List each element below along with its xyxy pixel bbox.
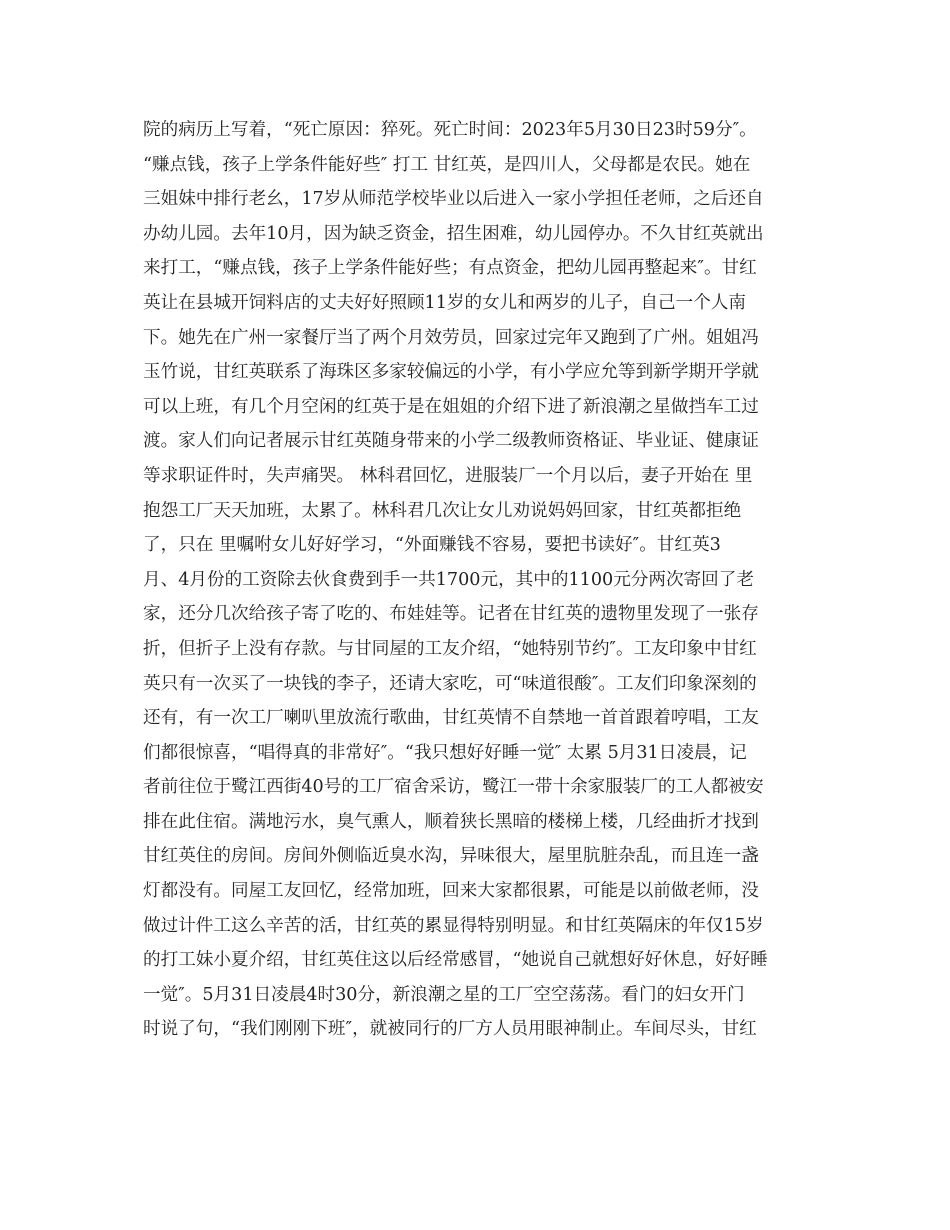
text-line: 一觉″。5月31日凌晨4时30分，新浪潮之星的工厂空空荡荡。看门的妇女开门 <box>143 984 745 1005</box>
text-line: 了，只在 里嘱咐女儿好好学习，“外面赚钱不容易，要把书读好″。甘红英3 <box>143 535 721 556</box>
text-line: 办幼儿园。去年10月，因为缺乏资金，招生困难，幼儿园停办。不久甘红英就出 <box>143 223 764 244</box>
body-text <box>143 113 823 1047</box>
text-line: 们都很惊喜，“唱得真的非常好″。“我只想好好睡一觉″ 太累 5月31日凌晨，记 <box>143 742 747 763</box>
text-line: 来打工，“赚点钱，孩子上学条件能好些；有点资金，把幼儿园再整起来″。甘红 <box>143 258 757 279</box>
text-line: 玉竹说，甘红英联系了海珠区多家较偏远的小学，有小学应允等到新学期开学就 <box>143 362 759 383</box>
text-line: 灯都没有。同屋工友回忆，经常加班，回来大家都很累，可能是以前做老师，没 <box>143 881 759 902</box>
text-line: 下。她先在广州一家餐厅当了两个月效劳员，回家过完年又跑到了广州。姐姐冯 <box>143 327 759 348</box>
text-line: 三姐妹中排行老幺，17岁从师范学校毕业以后进入一家小学担任老师，之后还自 <box>143 189 764 210</box>
text-line: “赚点钱，孩子上学条件能好些″ 打工 甘红英，是四川人，父母都是农民。她在 <box>143 154 751 175</box>
text-line: 时说了句，“我们刚刚下班″，就被同行的厂方人员用眼神制止。车间尽头，甘红 <box>143 1019 757 1040</box>
text-line: 可以上班，有几个月空闲的红英于是在姐姐的介绍下进了新浪潮之星做挡车工过 <box>143 396 759 417</box>
text-line: 者前往位于鹭江西街40号的工厂宿舍采访，鹭江一带十余家服装厂的工人都被安 <box>143 777 764 798</box>
text-line: 渡。家人们向记者展示甘红英随身带来的小学二级教师资格证、毕业证、健康证 <box>143 431 759 452</box>
text-line: 还有，有一次工厂喇叭里放流行歌曲，甘红英情不自禁地一首首跟着哼唱，工友 <box>143 708 759 729</box>
text-line: 折，但折子上没有存款。与甘同屋的工友介绍，“她特别节约″。工友印象中甘红 <box>143 638 757 659</box>
text-line: 家，还分几次给孩子寄了吃的、布娃娃等。记者在甘红英的遗物里发现了一张存 <box>143 604 759 625</box>
text-line: 等求职证件时，失声痛哭。 林科君回忆，进服装厂一个月以后，妻子开始在 里 <box>143 465 753 486</box>
text-line: 英让在县城开饲料店的丈夫好好照顾11岁的女儿和两岁的儿子，自己一个人南 <box>143 292 746 313</box>
text-line: 排在此住宿。满地污水，臭气熏人，顺着狭长黑暗的楼梯上楼，几经曲折才找到 <box>143 811 759 832</box>
text-line: 甘红英住的房间。房间外侧临近臭水沟，异味很大，屋里肮脏杂乱，而且连一盏 <box>143 846 759 867</box>
text-line: 月、4月份的工资除去伙食费到手一共1700元，其中的1100元分两次寄回了老 <box>143 569 754 590</box>
text-line: 抱怨工厂天天加班，太累了。林科君几次让女儿劝说妈妈回家，甘红英都拒绝 <box>143 500 742 521</box>
text-line: 英只有一次买了一块钱的李子，还请大家吃，可“味道很酸″。工友们印象深刻的 <box>143 673 757 694</box>
text-line: 的打工妹小夏介绍，甘红英住这以后经常感冒，“她说自己就想好好休息，好好睡 <box>143 950 768 971</box>
text-line: 做过计件工这么辛苦的活，甘红英的累显得特别明显。和甘红英隔床的年仅15岁 <box>143 915 764 936</box>
text-line: 院的病历上写着，“死亡原因：猝死。死亡时间：2023年5月30日23时59分″。 <box>143 120 757 140</box>
